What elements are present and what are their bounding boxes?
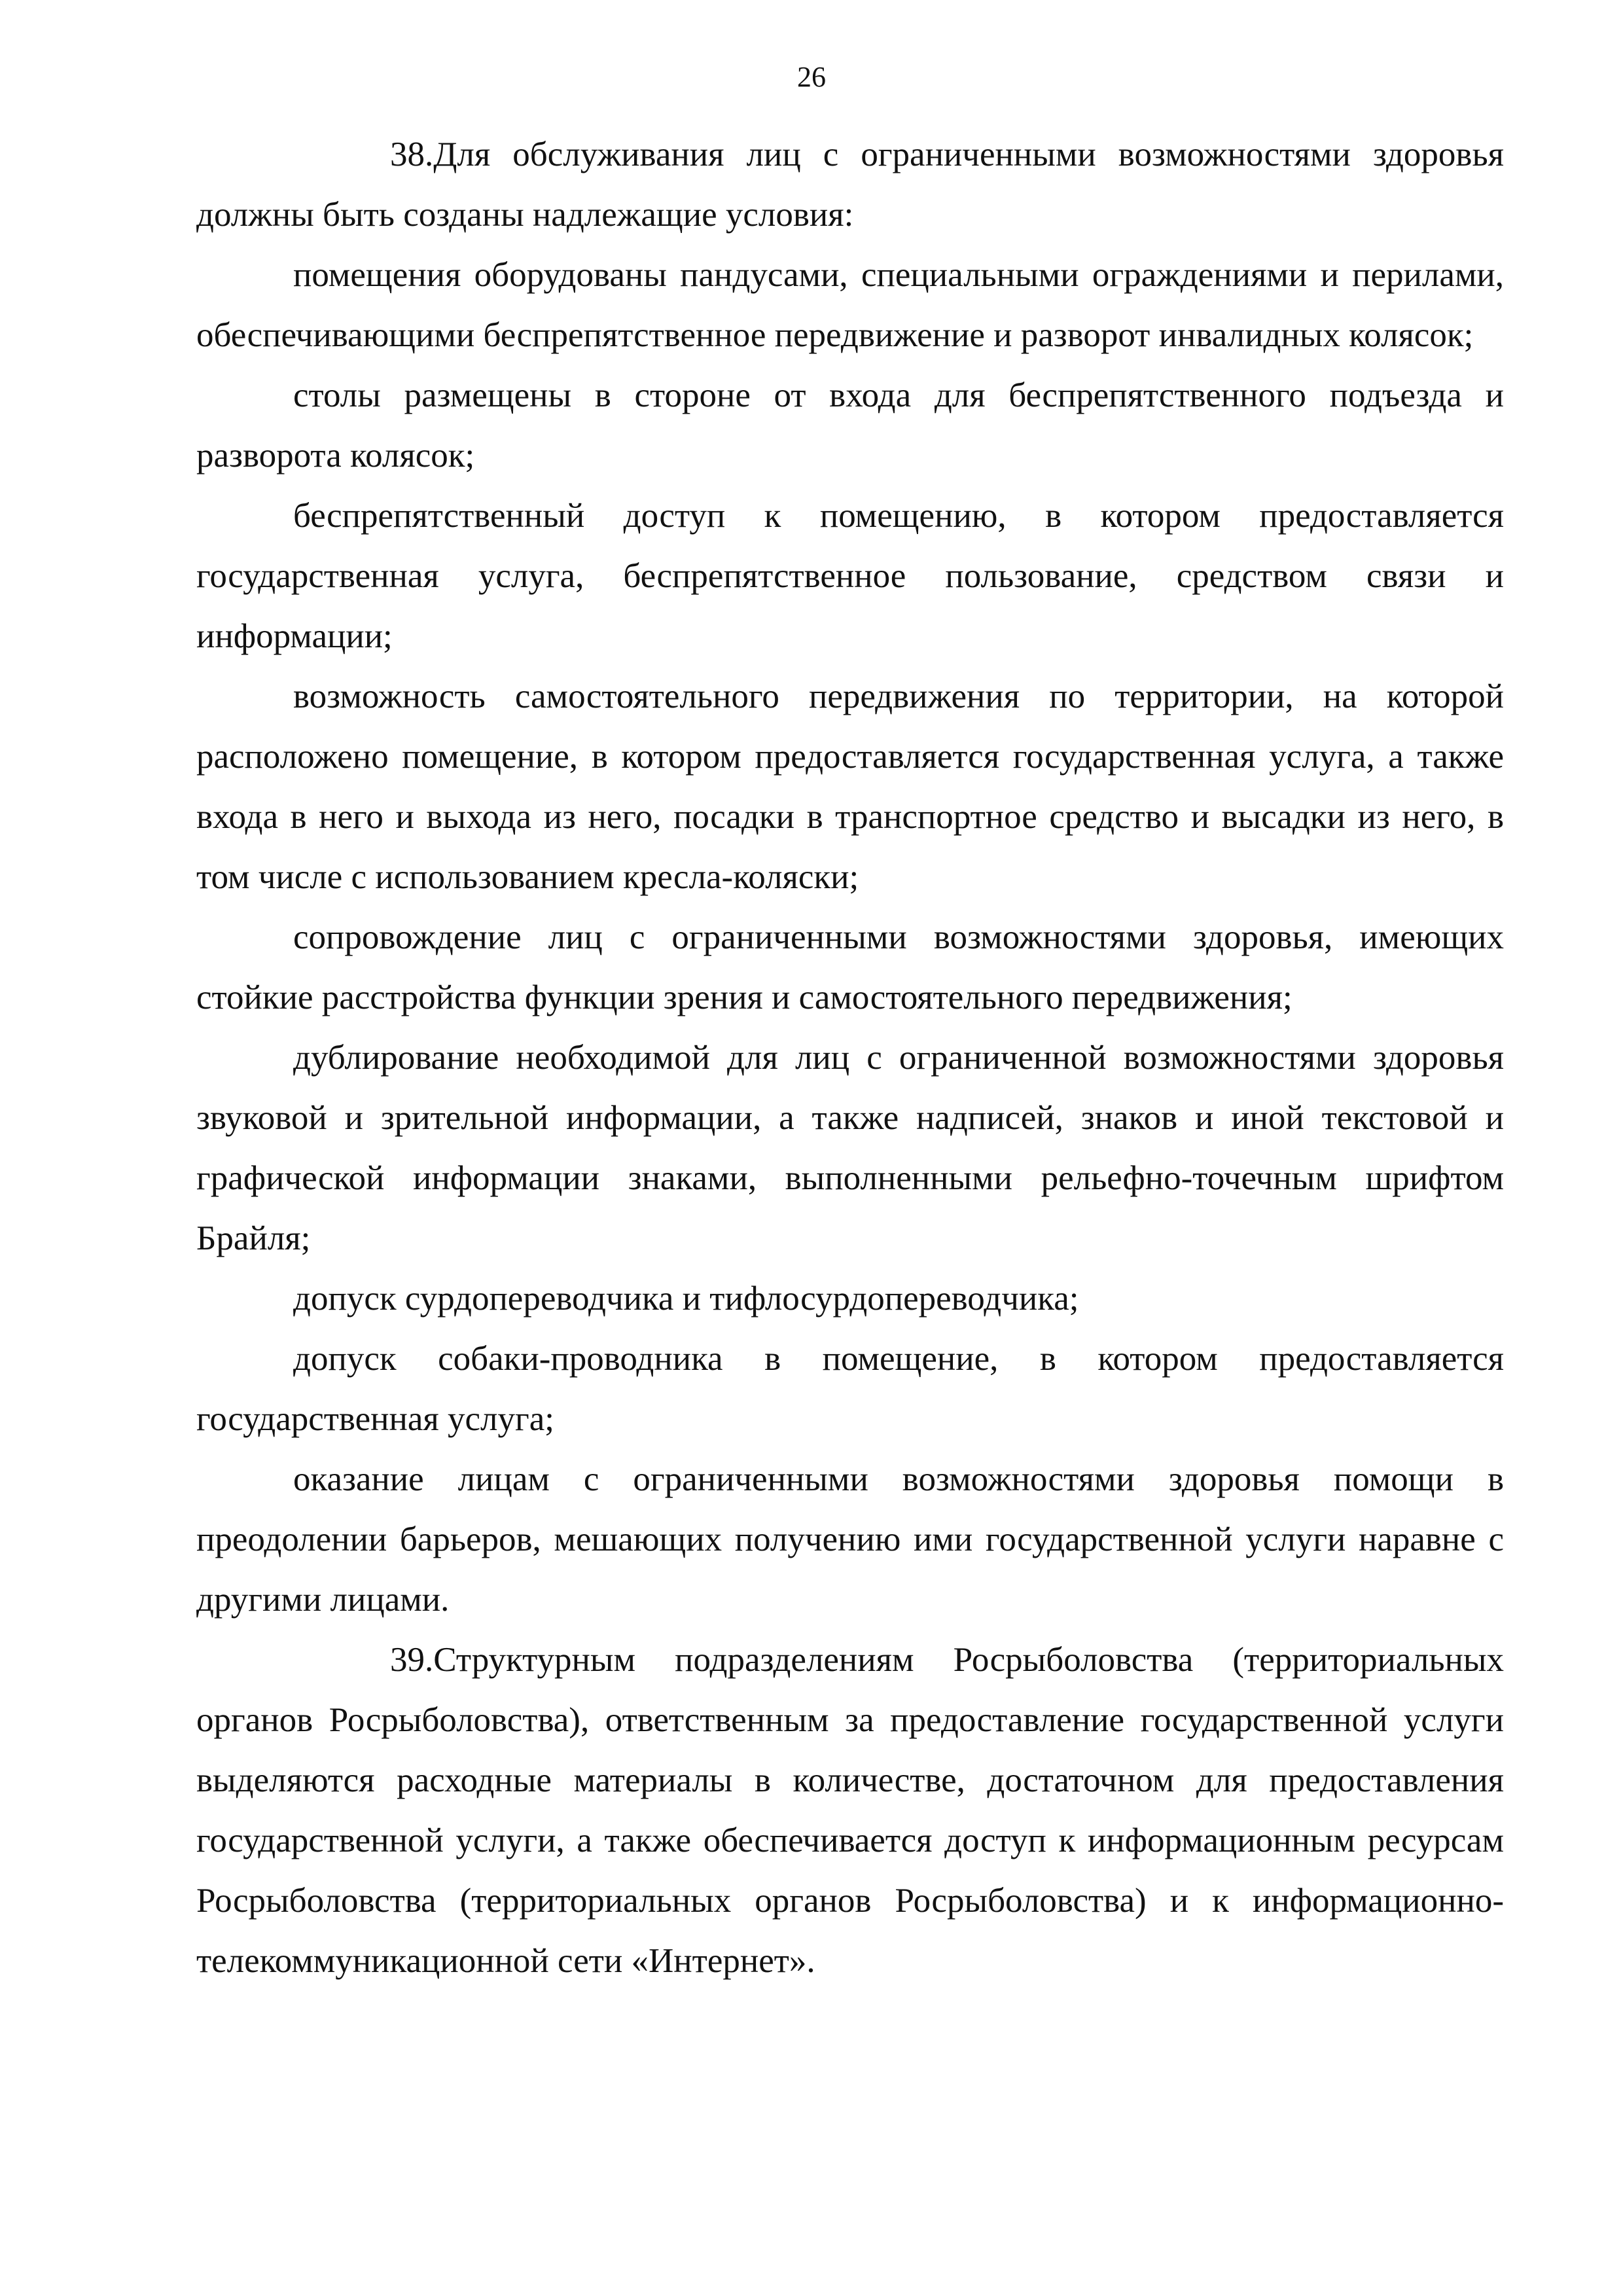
list-item-tables: столы размещены в стороне от входа для беспрепятственного подъезда и разворота колясок; xyxy=(196,376,1504,475)
list-item-guide-dog: допуск собаки-проводника в помещение, в котором предоставляется государственная услуга; xyxy=(196,1340,1504,1438)
list-item-assistance: оказание лицам с ограниченными возможностями здоровья помощи в преодолении барьеров, мешающих получению ими государственной услуги наравне с другими лицами. xyxy=(196,1460,1504,1619)
paragraph-number: 38. xyxy=(390,135,434,173)
paragraph-text: Структурным подразделениям Росрыболовства (территориальных органов Росрыболовства), ответственным за предоставление государственной услуги выделяются расходные материалы в количестве, достаточном для предоставления государственной услуги, а также обеспечивается доступ к информационным ресурсам Росрыболовства (территориальных органов Росрыболовства) и к информационно-телекоммуникационной сети «Интернет». xyxy=(196,1641,1504,1980)
paragraph-39 xyxy=(196,1630,1504,1991)
list-item-interpreter: допуск сурдопереводчика и тифлосурдопереводчика; xyxy=(293,1280,1079,1318)
page-number: 26 xyxy=(797,61,826,93)
list-item-ramps: помещения оборудованы пандусами, специальными ограждениями и перилами, обеспечивающими беспрепятственное передвижение и разворот инвалидных колясок; xyxy=(196,256,1504,354)
paragraph-number: 39. xyxy=(390,1641,434,1679)
paragraph-38 xyxy=(196,124,1504,245)
list-item-duplication: дублирование необходимой для лиц с ограниченной возможностями здоровья звуковой и зрительной информации, а также надписей, знаков и иной текстовой и графической информации знаками, выполненными рельефно-точечным шрифтом Брайля; xyxy=(196,1039,1504,1257)
list-item-escort: сопровождение лиц с ограниченными возможностями здоровья, имеющих стойкие расстройства функции зрения и самостоятельного передвижения; xyxy=(196,918,1504,1016)
paragraph-text: Для обслуживания лиц с ограниченными возможностями здоровья должны быть созданы надлежащие условия: xyxy=(196,135,1504,234)
list-item-access: беспрепятственный доступ к помещению, в котором предоставляется государственная услуга, беспрепятственное пользование, средством связи и информации; xyxy=(196,497,1504,655)
list-item-movement: возможность самостоятельного передвижения по территории, на которой расположено помещение, в котором предоставляется государственная услуга, а также входа в него и выхода из него, посадки в транспортное средство и высадки из него, в том числе с использованием кресла-коляски; xyxy=(196,677,1504,896)
document-body xyxy=(196,124,1504,1991)
